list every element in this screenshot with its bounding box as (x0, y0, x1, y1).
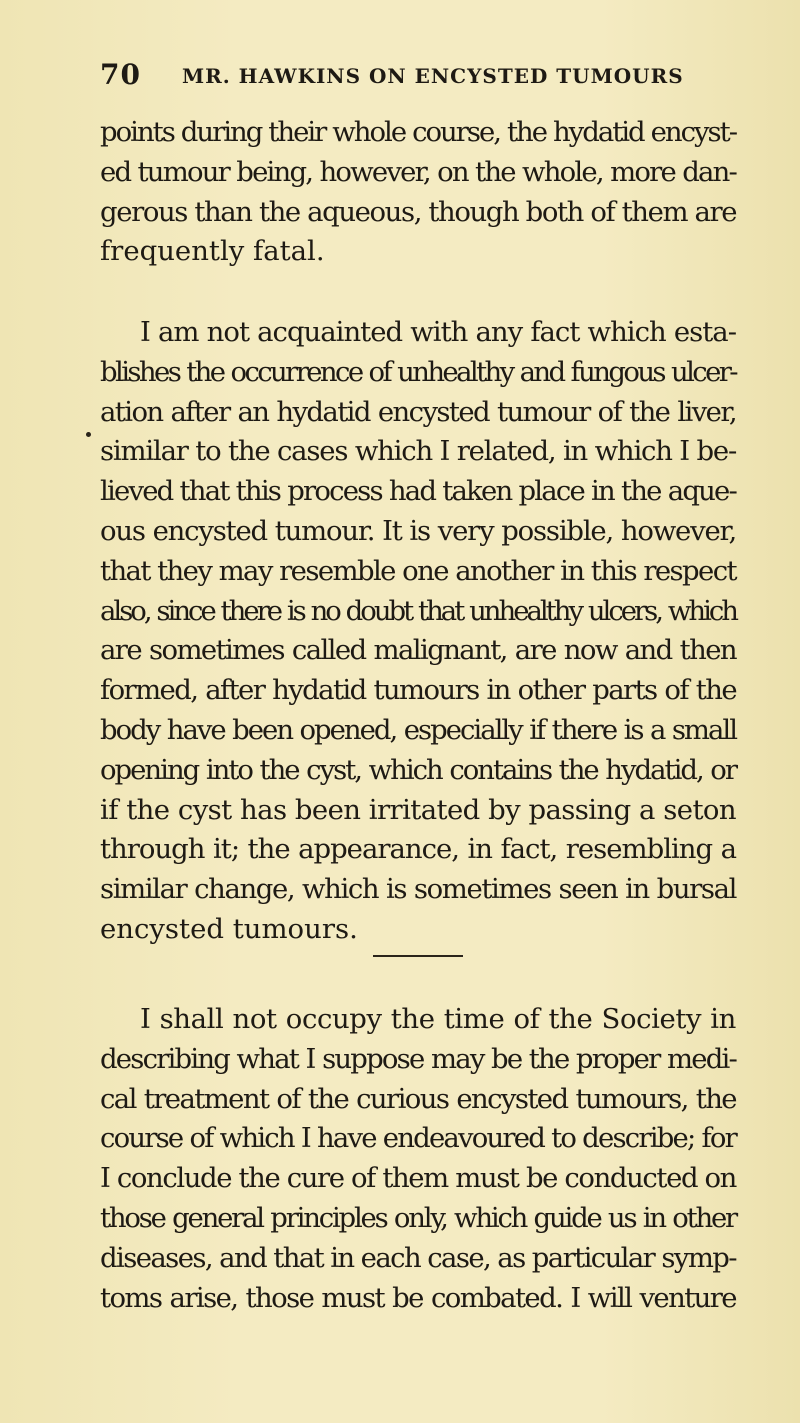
text-line: toms arise, those must be combated. I will venture (100, 1281, 736, 1314)
text-line: lieved that this process had taken place in the aque- (100, 475, 736, 508)
text-line: body have been opened, especially if there is a small (100, 713, 736, 746)
text-line: formed, after hydatid tumours in other parts of the (100, 674, 736, 707)
text-line: describing what I suppose may be the proper medi- (100, 1042, 736, 1075)
text-line: gerous than the aqueous, though both of them are (100, 195, 737, 228)
paragraph-1 (100, 113, 736, 272)
text-line: cal treatment of the curious encysted tumours, the (100, 1082, 736, 1115)
text-line: ation after an hydatid encysted tumour of the liver, (100, 395, 736, 428)
text-line: I conclude the cure of them must be conducted on (100, 1162, 736, 1195)
text-line: if the cyst has been irritated by passing a seton (100, 793, 736, 826)
text-line: encysted tumours. (100, 912, 358, 945)
paragraph-2 (100, 313, 736, 950)
text-line: opening into the cyst, which contains the hydatid, or (100, 753, 736, 786)
text-line: ed tumour being, however, on the whole, more dan- (100, 155, 736, 188)
text-line: are sometimes called malignant, are now and then (100, 634, 736, 667)
running-head: MR. HAWKINS ON ENCYSTED TUMOURS (182, 64, 684, 88)
text-line: through it; the appearance, in fact, resembling a (100, 833, 736, 866)
text-line: similar change, which is sometimes seen in bursal (100, 873, 736, 906)
text-line: diseases, and that in each case, as particular symp- (100, 1241, 736, 1274)
page-number: 70 (100, 58, 141, 91)
text-line: blishes the occurrence of unhealthy and fungous ulcer- (100, 355, 736, 388)
text-line: I shall not occupy the time of the Society in (140, 1003, 736, 1035)
text-line: those general principles only, which guide us in other (100, 1201, 736, 1234)
text-line: frequently fatal. (100, 235, 325, 268)
text-line: points during their whole course, the hydatid encyst- (100, 116, 736, 148)
page-header (100, 58, 730, 90)
section-divider (373, 955, 463, 957)
paragraph-3 (100, 1000, 736, 1318)
text-line: that they may resemble one another in this respect (100, 554, 736, 587)
text-line: I am not acquainted with any fact which esta- (140, 316, 736, 348)
text-line: also, since there is no doubt that unhealthy ulcers, which (100, 594, 736, 627)
text-line: course of which I have endeavoured to describe; for (100, 1122, 736, 1155)
stray-mark (86, 432, 91, 437)
text-line: similar to the cases which I related, in which I be- (100, 435, 737, 468)
text-line: ous encysted tumour. It is very possible, however, (100, 514, 736, 547)
